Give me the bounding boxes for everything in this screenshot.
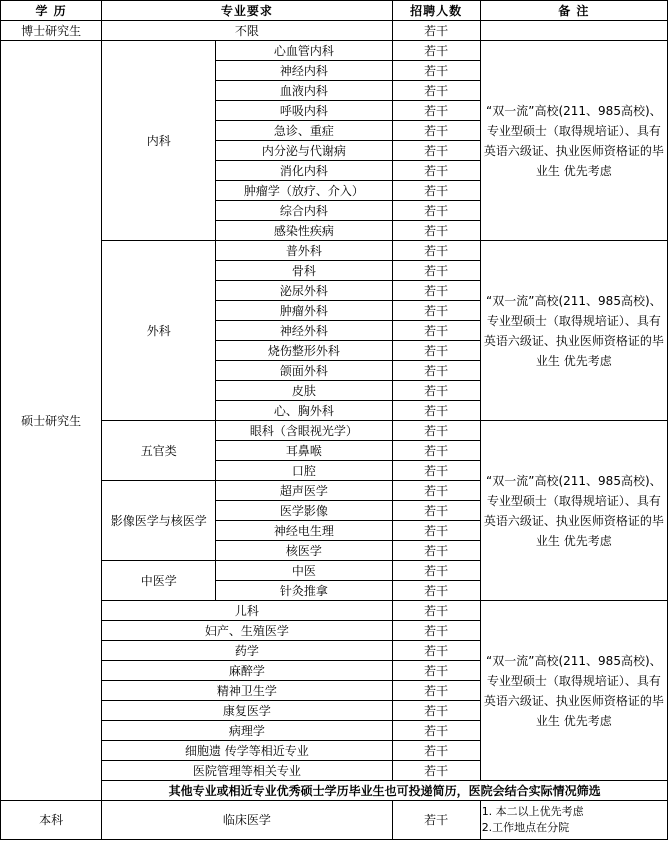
major-item: 麻醉学: [102, 661, 392, 681]
phd-note: [480, 21, 667, 41]
major-item: 皮肤: [216, 381, 392, 401]
major-item: 综合内科: [216, 201, 392, 221]
major-item: 骨科: [216, 261, 392, 281]
count-cell: 若干: [392, 741, 480, 761]
major-item: 心、胸外科: [216, 401, 392, 421]
note-cell: “双一流”高校(211、985高校)、专业型硕士（取得规培证）、具有英语六级证、执业医师资格证的毕业生 优先考虑: [480, 601, 667, 781]
count-cell: 若干: [392, 41, 480, 61]
table-row: [1, 41, 668, 61]
count-cell: 若干: [392, 461, 480, 481]
count-cell: 若干: [392, 401, 480, 421]
major-item: 普外科: [216, 241, 392, 261]
count-cell: 若干: [392, 141, 480, 161]
major-item: 针灸推拿: [216, 581, 392, 601]
major-item: 颌面外科: [216, 361, 392, 381]
count-cell: 若干: [392, 341, 480, 361]
bachelor-note-line: 2.工作地点在分院: [481, 821, 570, 834]
master-edu: 硕士研究生: [1, 41, 102, 801]
bachelor-major: 临床医学: [102, 801, 392, 840]
bachelor-row: [1, 801, 668, 840]
major-item: 精神卫生学: [102, 681, 392, 701]
count-cell: 若干: [392, 101, 480, 121]
header-major: 专业要求: [102, 1, 392, 21]
count-cell: 若干: [392, 181, 480, 201]
note-cell: “双一流”高校(211、985高校)、专业型硕士（取得规培证）、具有英语六级证、执业医师资格证的毕业生 优先考虑: [480, 421, 667, 601]
count-cell: 若干: [392, 241, 480, 261]
phd-count: 若干: [392, 21, 480, 41]
count-cell: 若干: [392, 201, 480, 221]
footer-note: 其他专业或相近专业优秀硕士学历毕业生也可投递简历，医院会结合实际情况筛选: [102, 781, 668, 801]
major-item: 儿科: [102, 601, 392, 621]
major-item: 神经外科: [216, 321, 392, 341]
major-item: 泌尿外科: [216, 281, 392, 301]
count-cell: 若干: [392, 581, 480, 601]
count-cell: 若干: [392, 561, 480, 581]
bachelor-note-line: 1. 本二以上优先考虑: [481, 805, 584, 818]
phd-row: [1, 21, 668, 41]
count-cell: 若干: [392, 221, 480, 241]
major-item: 耳鼻喉: [216, 441, 392, 461]
major-item: 核医学: [216, 541, 392, 561]
count-cell: 若干: [392, 661, 480, 681]
group-name: 五官类: [102, 421, 216, 481]
header-edu: 学 历: [1, 1, 102, 21]
major-item: 消化内科: [216, 161, 392, 181]
header-note: 备 注: [480, 1, 667, 21]
count-cell: 若干: [392, 701, 480, 721]
count-cell: 若干: [392, 501, 480, 521]
count-cell: 若干: [392, 261, 480, 281]
major-item: 急诊、重症: [216, 121, 392, 141]
count-cell: 若干: [392, 121, 480, 141]
count-cell: 若干: [392, 521, 480, 541]
major-item: 细胞遗 传学等相近专业: [102, 741, 392, 761]
major-item: 血液内科: [216, 81, 392, 101]
count-cell: 若干: [392, 421, 480, 441]
major-item: 病理学: [102, 721, 392, 741]
major-item: 妇产、生殖医学: [102, 621, 392, 641]
major-item: 医院管理等相关专业: [102, 761, 392, 781]
major-item: 烧伤整形外科: [216, 341, 392, 361]
count-cell: 若干: [392, 161, 480, 181]
major-item: 医学影像: [216, 501, 392, 521]
count-cell: 若干: [392, 81, 480, 101]
bachelor-count: 若干: [392, 801, 480, 840]
count-cell: 若干: [392, 761, 480, 781]
major-item: 内分泌与代谢病: [216, 141, 392, 161]
count-cell: 若干: [392, 361, 480, 381]
major-item: 眼科（含眼视光学）: [216, 421, 392, 441]
note-cell: “双一流”高校(211、985高校)、专业型硕士（取得规培证）、具有英语六级证、执业医师资格证的毕业生 优先考虑: [480, 241, 667, 421]
count-cell: 若干: [392, 621, 480, 641]
major-item: 口腔: [216, 461, 392, 481]
count-cell: 若干: [392, 681, 480, 701]
note-cell: “双一流”高校(211、985高校)、专业型硕士（取得规培证）、具有英语六级证、执业医师资格证的毕业生 优先考虑: [480, 41, 667, 241]
major-item: 超声医学: [216, 481, 392, 501]
header-count: 招聘人数: [392, 1, 480, 21]
major-item: 心血管内科: [216, 41, 392, 61]
phd-edu: 博士研究生: [1, 21, 102, 41]
major-item: 感染性疾病: [216, 221, 392, 241]
count-cell: 若干: [392, 321, 480, 341]
group-name: 外科: [102, 241, 216, 421]
count-cell: 若干: [392, 381, 480, 401]
major-item: 中医: [216, 561, 392, 581]
count-cell: 若干: [392, 721, 480, 741]
count-cell: 若干: [392, 601, 480, 621]
bachelor-note: [480, 801, 667, 840]
count-cell: 若干: [392, 541, 480, 561]
count-cell: 若干: [392, 61, 480, 81]
major-item: 呼吸内科: [216, 101, 392, 121]
bachelor-edu: 本科: [1, 801, 102, 840]
major-item: 神经电生理: [216, 521, 392, 541]
count-cell: 若干: [392, 281, 480, 301]
major-item: 药学: [102, 641, 392, 661]
major-item: 肿瘤学（放疗、介入）: [216, 181, 392, 201]
count-cell: 若干: [392, 441, 480, 461]
major-item: 神经内科: [216, 61, 392, 81]
group-name: 中医学: [102, 561, 216, 601]
count-cell: 若干: [392, 301, 480, 321]
group-name: 内科: [102, 41, 216, 241]
major-item: 康复医学: [102, 701, 392, 721]
header-row: [1, 1, 668, 21]
major-item: 肿瘤外科: [216, 301, 392, 321]
count-cell: 若干: [392, 481, 480, 501]
group-name: 影像医学与核医学: [102, 481, 216, 561]
phd-major: 不限: [102, 21, 392, 41]
count-cell: 若干: [392, 641, 480, 661]
